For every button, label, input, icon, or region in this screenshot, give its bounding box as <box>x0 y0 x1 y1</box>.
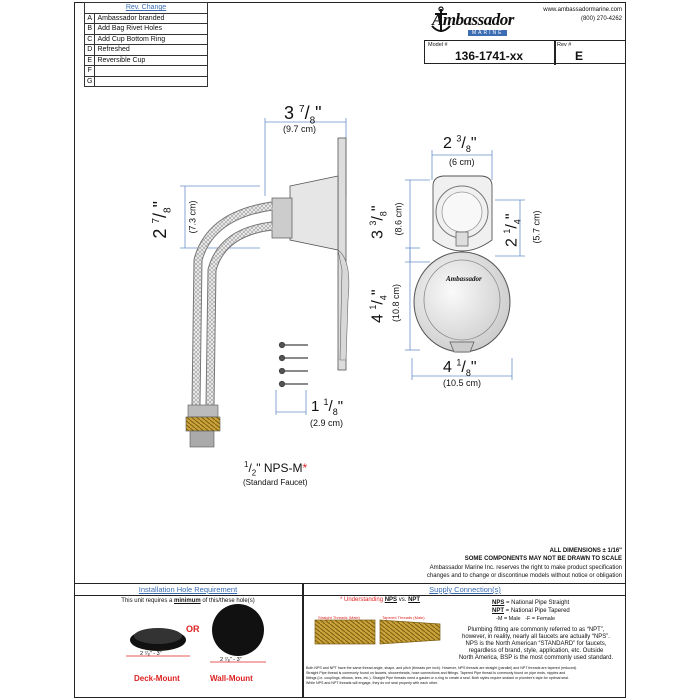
dim-cup-inner-cm: (5.7 cm) <box>531 210 542 244</box>
dim-plate-height-cm: (10.8 cm) <box>391 283 402 323</box>
fitting-label: $^1/_2$" NPS-M* <box>244 460 308 478</box>
cup-logo: Ambassador <box>446 275 482 283</box>
dim-cup-height: 3 $^3/_8$" <box>368 205 390 240</box>
supply-title: Supply Connection(s) <box>429 585 501 594</box>
brand-subtitle: MARINE <box>468 30 507 36</box>
model-label: Model # <box>428 42 448 48</box>
dimension-notes: ALL DIMENSIONS ± 1/16" SOME COMPONENTS MAY NOT BE DRAWN TO SCALE Ambassador Marine Inc. reserves the right to make product specification changes and to change or discontinue models without notice or obligation <box>426 548 622 579</box>
front-view <box>414 176 510 352</box>
panel-divider <box>302 583 304 698</box>
dim-cup-width: 2 $^3/_8$" <box>443 134 477 155</box>
dim-depth: 1 $^1/_8$" <box>311 397 344 417</box>
side-dimension-lines <box>180 118 346 415</box>
deck-mount-label: Deck-Mount <box>134 674 180 683</box>
table-row: A Ambassador branded <box>85 13 208 24</box>
npt-definition: NPT = National Pipe Tapered <box>492 608 570 614</box>
npt-explanation: Plumbing fitting are commonly referred to as “NPT”, however, in reality, nearly all faucets are actually “NPS”. NPS is the North American “STANDARD” for faucets, regardless of brand, style, application, etc. Outside North America, BSP is the most commonly used standard. <box>458 627 614 661</box>
dim-cup-height-cm: (8.6 cm) <box>393 202 404 236</box>
fitting-sublabel: (Standard Faucet) <box>243 478 308 487</box>
dim-side-width-cm: (9.7 cm) <box>283 124 317 134</box>
website[interactable]: www.ambassadormarine.com <box>543 7 622 13</box>
table-row: F <box>85 66 208 77</box>
straight-thread-label: Straight Threads (Male) <box>318 615 360 620</box>
dim-plate-height: 4 $^1/_4$" <box>368 289 390 324</box>
dim-side-height: 2 $^7/_8$" <box>149 201 174 239</box>
gender-legend: -M = Male -F = Female <box>496 616 556 622</box>
dim-cup-inner: 2 $^1/_4$" <box>502 213 524 248</box>
rev-label: Rev # <box>557 42 572 48</box>
installation-requirement: This unit requires a minimum of this/these hole(s) <box>121 598 255 604</box>
screws <box>280 343 309 387</box>
dim-side-width: 3 $^7/_8$" <box>284 103 322 127</box>
table-row: B Add Bag Rivet Holes <box>85 24 208 35</box>
deck-hole-dim: 2 ⁷⁄₈" - 3" <box>140 651 162 657</box>
installation-title: Installation Hole Requirement <box>138 585 238 594</box>
nps-definition: NPS = National Pipe Straight <box>492 600 570 606</box>
phone: (800) 270-4262 <box>580 16 622 22</box>
brand-logo: Ambassador <box>432 10 514 29</box>
understanding-label: * Understanding NPS vs. NPT <box>340 597 421 603</box>
tapered-thread-label: Tapered Threads (Male) <box>382 615 425 620</box>
dim-depth-cm: (2.9 cm) <box>310 418 344 428</box>
wall-hole-dim: 2 ⁷⁄₈" - 3" <box>220 657 242 663</box>
table-row: C Add Cup Bottom Ring <box>85 34 208 45</box>
rev-value: E <box>575 49 584 63</box>
table-row: G <box>85 76 208 87</box>
or-label: OR <box>186 624 200 634</box>
dim-side-height-cm: (7.3 cm) <box>187 200 198 234</box>
dim-plate-width: 4 $^1/_8$" <box>443 358 477 379</box>
rev-table-title: Rev. Change <box>85 3 208 14</box>
dim-cup-width-cm: (6 cm) <box>449 157 475 167</box>
model-number: 136-1741-xx <box>455 49 524 63</box>
table-row: E Reversible Cup <box>85 55 208 66</box>
table-row: D Refreshed <box>85 45 208 56</box>
dim-plate-width-cm: (10.5 cm) <box>443 378 482 388</box>
wall-mount-label: Wall-Mount <box>210 674 253 683</box>
thread-fine-print: Both NPS and NPT have the same thread angle, shape, and pitch (threads per inch). However, NPS threads are straight (parallel) and NPT threads are tapered (reduced). Straight Pipe thread is commonly found on faucets, showerheads, hose connections and fittings. Tapered Pipe thread is commonly found on pipe ends, nipples and fittings (i.e. couplings, elbows, tees, etc.). Straight Pipe threads need a gasket or o-ring to create a seal. Both styles require sealant or plumber's tape for optimal seal. While NPS and NPT threads will engage, they do not seal properly with each other. <box>306 666 578 685</box>
panel-title-divider <box>74 595 626 596</box>
